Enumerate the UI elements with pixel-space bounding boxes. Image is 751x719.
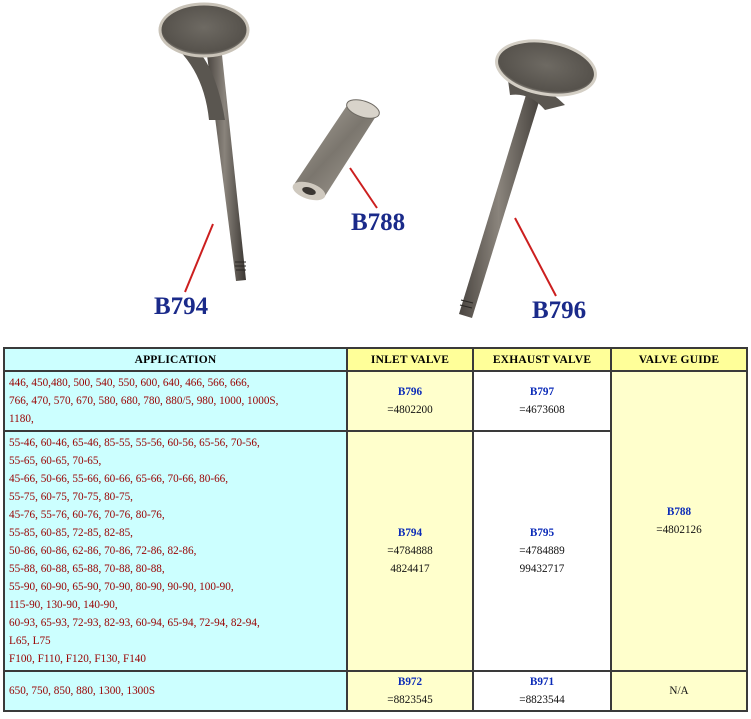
inlet-part-number: B794 (397, 527, 423, 539)
label-b794: B794 (154, 293, 209, 320)
exhaust-valve-cell (473, 371, 611, 431)
label-b788: B788 (351, 209, 406, 236)
exhaust-part-number: B797 (529, 386, 555, 398)
application-line: 55-90, 60-90, 65-90, 70-90, 80-90, 90-90, 100-90, (9, 581, 234, 593)
parts-photo (0, 0, 751, 345)
exhaust-oem-number: =4673608 (519, 404, 565, 416)
exhaust-valve-cell (473, 671, 611, 711)
application-line: 55-65, 60-65, 70-65, (9, 455, 102, 467)
inlet-part-number: B972 (397, 676, 423, 688)
table-header-row (4, 348, 747, 371)
application-line: L65, L75 (9, 635, 51, 647)
application-cell (4, 431, 347, 671)
application-cell (4, 671, 347, 711)
application-line: 650, 750, 850, 880, 1300, 1300S (9, 685, 156, 697)
header-application: APPLICATION (4, 348, 347, 371)
exhaust-oem-number: =4784889 (519, 545, 565, 557)
exhaust-valve-image (459, 34, 600, 318)
inlet-oem-number: 4824417 (390, 563, 430, 575)
inlet-valve-cell (347, 431, 473, 671)
table-row (4, 371, 747, 431)
application-line: F100, F110, F120, F130, F140 (9, 653, 146, 665)
application-line: 60-93, 65-93, 72-93, 82-93, 60-94, 65-94, 72-94, 82-94, (9, 617, 260, 629)
exhaust-part-number: B971 (529, 676, 555, 688)
table-row (4, 671, 747, 711)
pointer-line-b788 (350, 168, 377, 208)
inlet-valve-cell (347, 371, 473, 431)
guide-oem-number: =4802126 (656, 524, 702, 536)
inlet-oem-number: =4802200 (387, 404, 433, 416)
exhaust-oem-number: =8823544 (519, 694, 565, 706)
exhaust-part-number: B795 (529, 527, 555, 539)
application-line: 446, 450,480, 500, 540, 550, 600, 640, 466, 566, 666, (9, 377, 250, 389)
application-line: 55-88, 60-88, 65-88, 70-88, 80-88, (9, 563, 165, 575)
guide-part-number: B788 (666, 506, 692, 518)
valve-guide-cell (611, 671, 747, 711)
guide-na-text: N/A (669, 685, 689, 697)
label-b796: B796 (532, 297, 587, 324)
application-line: 115-90, 130-90, 140-90, (9, 599, 118, 611)
application-table (3, 347, 748, 712)
application-line: 55-85, 60-85, 72-85, 82-85, (9, 527, 133, 539)
valve-guide-image (290, 96, 381, 204)
inlet-part-number: B796 (397, 386, 423, 398)
pointer-line-b796 (515, 218, 556, 296)
application-line: 1180, (9, 413, 34, 425)
header-inlet-valve: INLET VALVE (347, 348, 473, 371)
inlet-oem-number: =8823545 (387, 694, 433, 706)
application-line: 766, 470, 570, 670, 580, 680, 780, 880/5, 980, 1000, 1000S, (9, 395, 279, 407)
application-line: 55-75, 60-75, 70-75, 80-75, (9, 491, 133, 503)
application-line: 55-46, 60-46, 65-46, 85-55, 55-56, 60-56, 65-56, 70-56, (9, 437, 260, 449)
inlet-valve-cell (347, 671, 473, 711)
exhaust-oem-number: 99432717 (519, 563, 565, 575)
pointer-line-b794 (185, 224, 213, 292)
application-line: 50-86, 60-86, 62-86, 70-86, 72-86, 82-86, (9, 545, 197, 557)
inlet-valve-image (160, 4, 248, 281)
exhaust-valve-cell (473, 431, 611, 671)
application-line: 45-66, 50-66, 55-66, 60-66, 65-66, 70-66, 80-66, (9, 473, 229, 485)
valve-guide-cell (611, 371, 747, 671)
header-valve-guide: VALVE GUIDE (611, 348, 747, 371)
application-line: 45-76, 55-76, 60-76, 70-76, 80-76, (9, 509, 165, 521)
application-cell (4, 371, 347, 431)
header-exhaust-valve: EXHAUST VALVE (473, 348, 611, 371)
inlet-oem-number: =4784888 (387, 545, 433, 557)
